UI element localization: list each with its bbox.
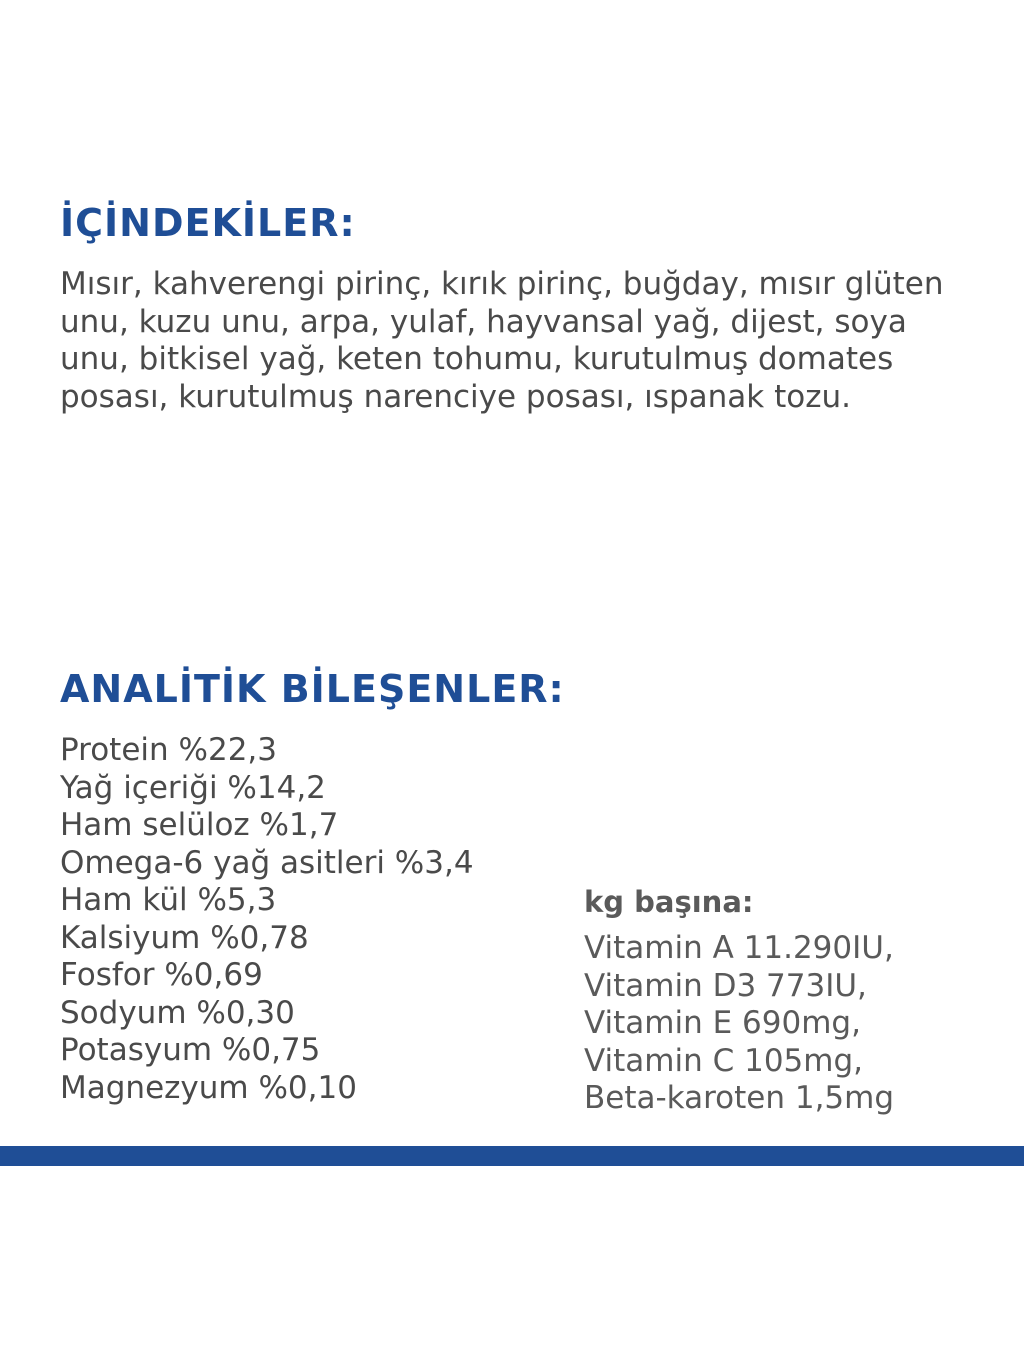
- analytic-item-calcium: Kalsiyum %0,78: [60, 919, 309, 956]
- vitamin-item-a: Vitamin A 11.290IU,: [584, 930, 894, 966]
- analytic-item-crude-fiber: Ham selüloz %1,7: [60, 807, 339, 843]
- vitamin-item-beta-carotene: Beta-karoten 1,5mg: [584, 1080, 895, 1116]
- vitamin-item-c: Vitamin C 105mg,: [584, 1042, 863, 1079]
- analytic-item-omega-6: Omega-6 yağ asitleri %3,4: [60, 844, 474, 881]
- vitamin-item-d3: Vitamin D3 773IU,: [584, 967, 867, 1004]
- ingredients-heading: İÇİNDEKİLER:: [60, 201, 356, 245]
- per-kg-heading: kg başına:: [584, 885, 754, 919]
- bottom-divider-bar: [0, 1146, 1024, 1166]
- analytic-item-sodium: Sodyum %0,30: [60, 994, 295, 1031]
- analytic-item-magnesium: Magnezyum %0,10: [60, 1069, 357, 1106]
- vitamin-list: [584, 930, 894, 1118]
- analytic-item-protein: Protein %22,3: [60, 732, 277, 768]
- ingredients-text: Mısır, kahverengi pirinç, kırık pirinç, buğday, mısır glüten unu, kuzu unu, arpa, yulaf, hayvansal yağ, dijest, soya unu, bitkisel yağ, keten tohumu, kurutulmuş domates posası, kurutulmuş narenciye posası, ıspanak tozu.: [60, 266, 944, 415]
- analytic-item-crude-ash: Ham kül %5,3: [60, 882, 277, 918]
- analytic-item-potassium: Potasyum %0,75: [60, 1032, 321, 1068]
- analytic-item-fat: Yağ içeriği %14,2: [60, 769, 326, 806]
- analytic-components-heading: ANALİTİK BİLEŞENLER:: [60, 667, 565, 711]
- analytic-components-list: [60, 732, 474, 1107]
- analytic-item-phosphorus: Fosfor %0,69: [60, 957, 263, 993]
- vitamin-item-e: Vitamin E 690mg,: [584, 1005, 861, 1041]
